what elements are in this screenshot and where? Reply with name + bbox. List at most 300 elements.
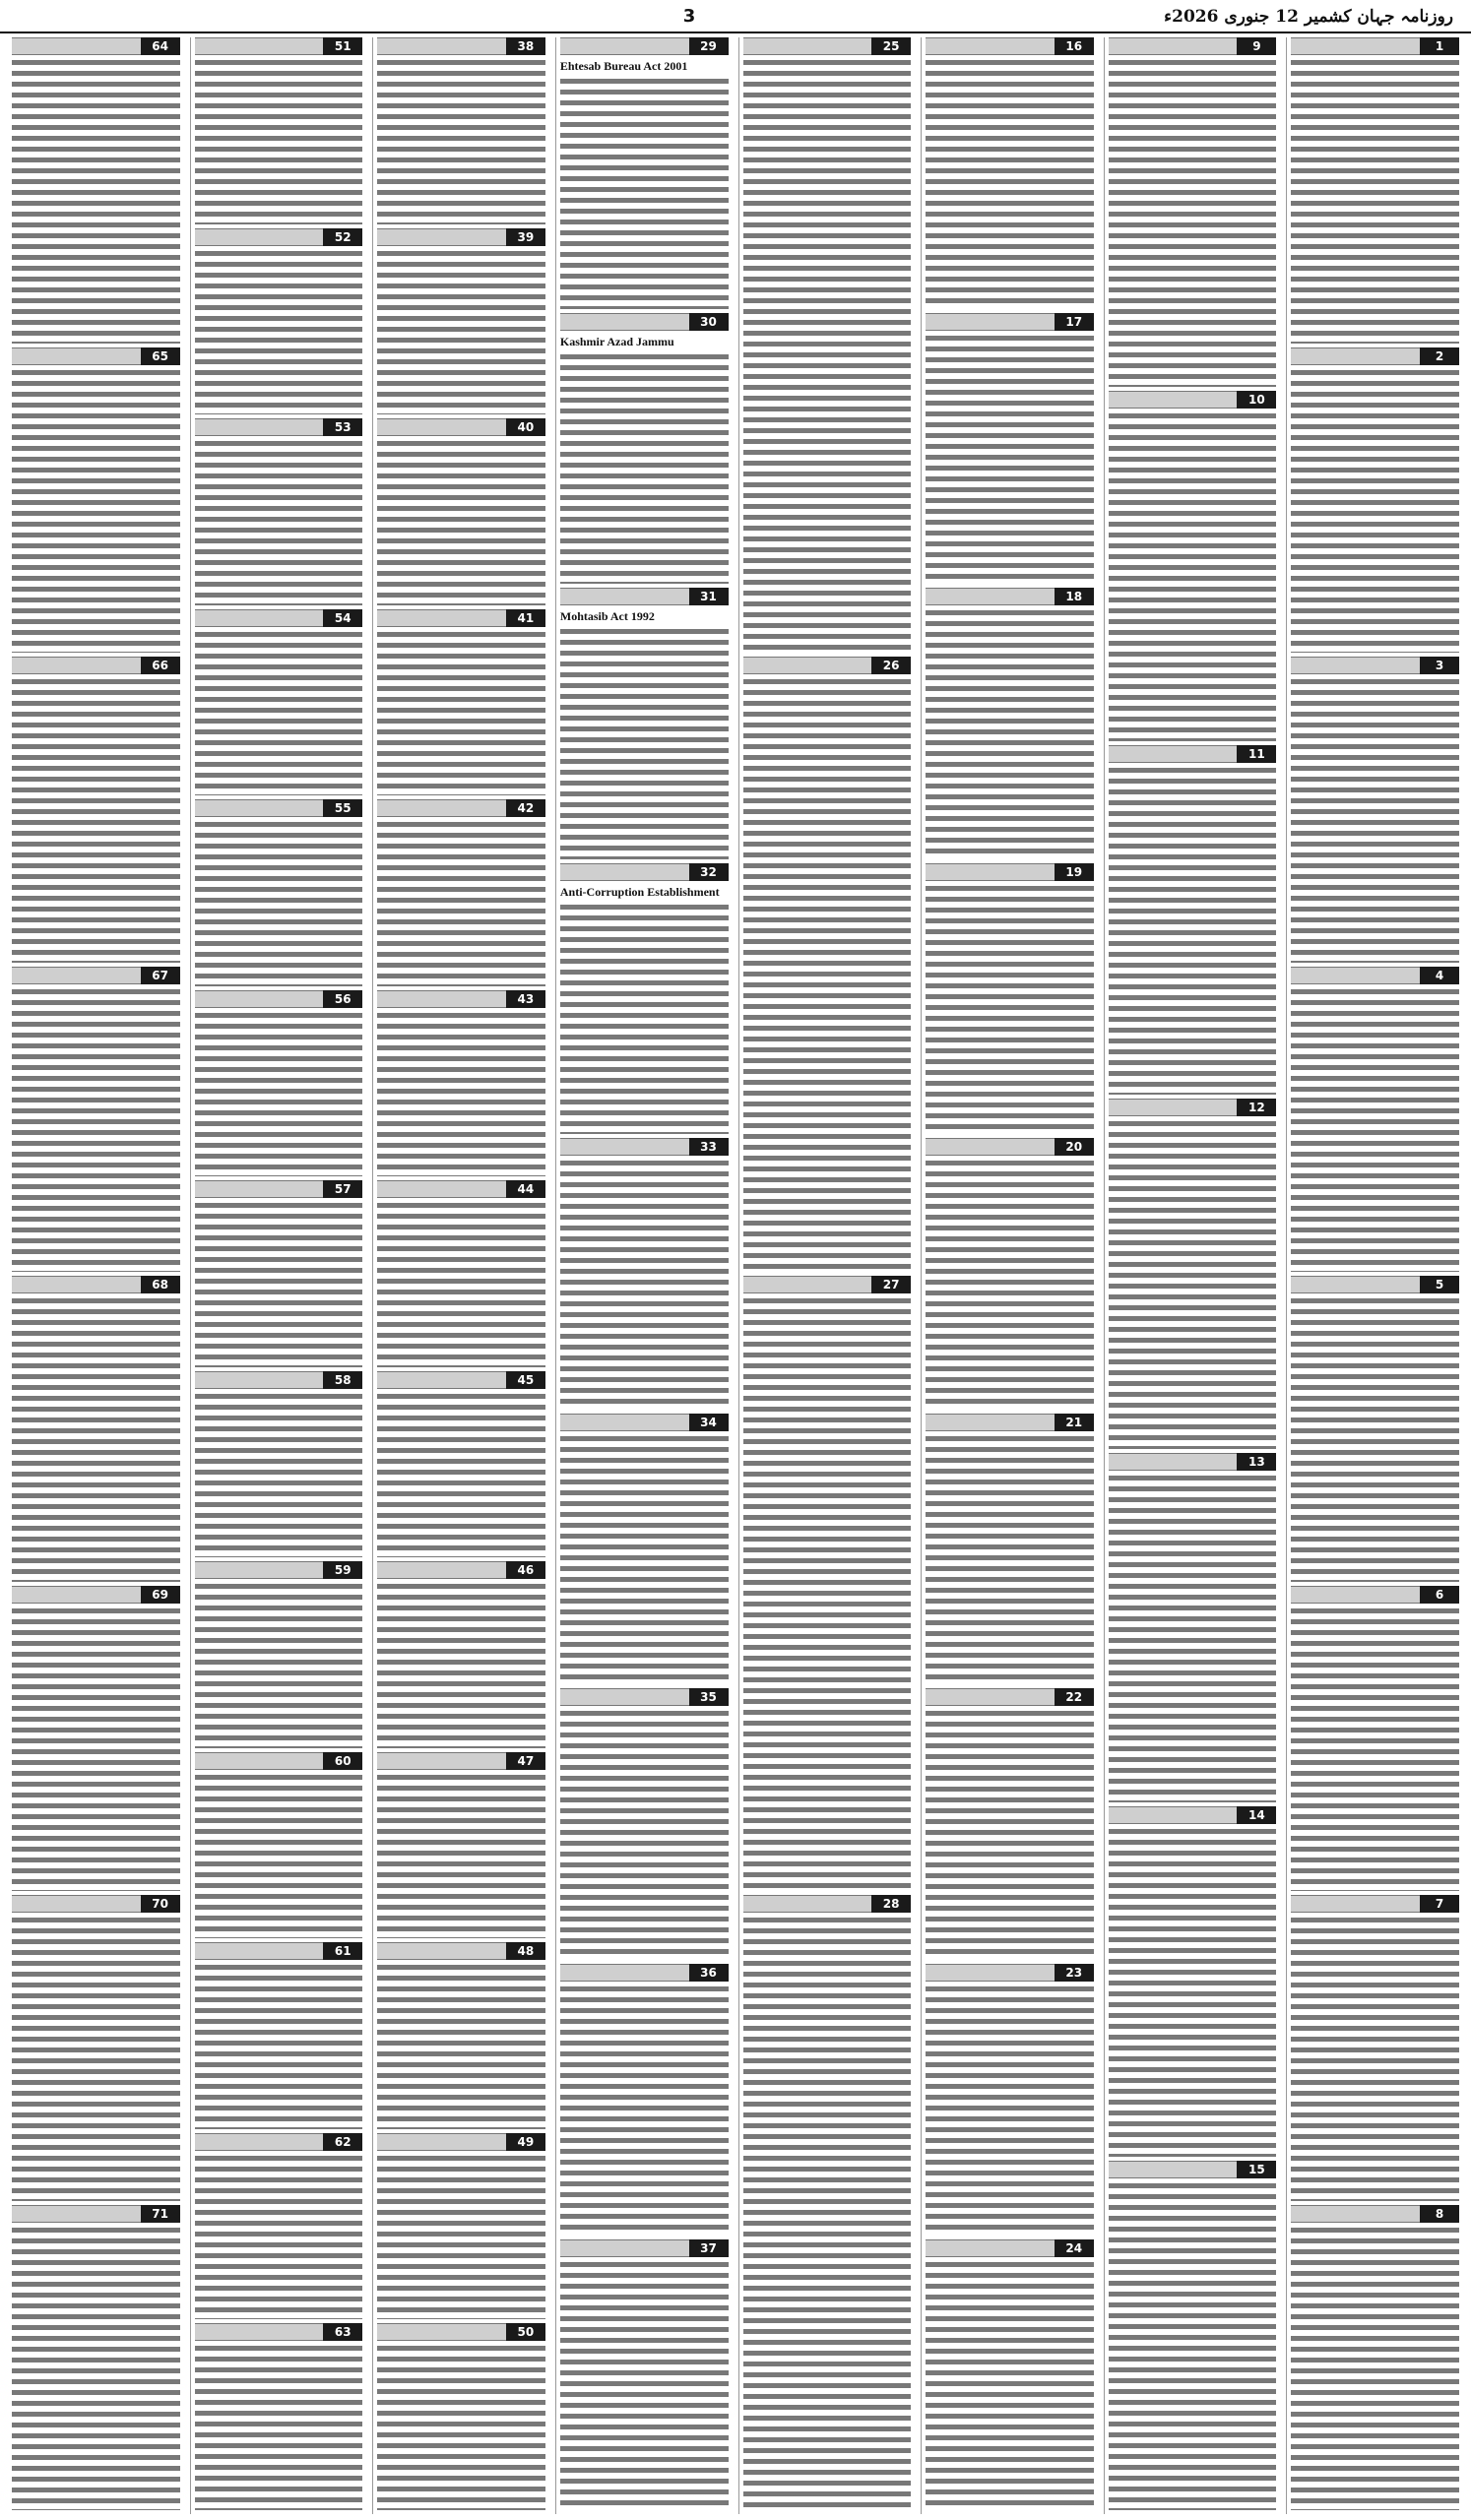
item-heading-bar (743, 37, 912, 55)
item-number-badge: 16 (1055, 37, 1094, 55)
news-item (926, 1964, 1094, 2236)
item-label-strip (1291, 657, 1420, 674)
news-item (377, 228, 545, 415)
item-label-strip (926, 1964, 1055, 1982)
item-body-text (926, 57, 1094, 309)
item-label-strip (195, 1942, 324, 1960)
item-heading-bar (195, 990, 363, 1008)
item-number-badge: 55 (323, 799, 362, 817)
item-body-text (1291, 1295, 1459, 1582)
news-item (12, 657, 180, 963)
item-number-badge: 10 (1237, 391, 1276, 409)
item-body-text (377, 438, 545, 605)
item-label-strip (743, 657, 872, 674)
item-number-badge: 27 (871, 1276, 911, 1293)
news-item (743, 1895, 912, 2510)
item-label-strip (926, 37, 1055, 55)
item-heading-bar (195, 1942, 363, 1960)
news-item (12, 37, 180, 344)
item-heading-bar (560, 313, 729, 331)
item-body-text (195, 1200, 363, 1367)
item-heading-bar (377, 2323, 545, 2341)
item-label-strip (1109, 1806, 1238, 1824)
item-heading-bar (195, 418, 363, 436)
item-body-text (377, 1772, 545, 1939)
item-label-strip (195, 990, 324, 1008)
item-body-text (1291, 986, 1459, 1273)
item-heading-bar (926, 1688, 1094, 1706)
item-label-strip (743, 1895, 872, 1913)
news-item (12, 967, 180, 1273)
news-item (1291, 1276, 1459, 1582)
news-item (377, 2133, 545, 2320)
item-number-badge: 42 (506, 799, 545, 817)
news-item (560, 313, 729, 585)
item-heading-bar (926, 588, 1094, 605)
item-heading-bar (12, 1276, 180, 1293)
news-item (377, 1942, 545, 2129)
item-body-text (926, 2259, 1094, 2511)
item-label-strip (12, 967, 141, 984)
news-item (377, 990, 545, 1177)
item-number-badge: 58 (323, 1371, 362, 1389)
item-number-badge: 2 (1420, 347, 1459, 365)
item-number-badge: 65 (141, 347, 180, 365)
news-item (560, 588, 729, 859)
item-label-strip (560, 313, 689, 331)
news-item (195, 1371, 363, 1558)
item-heading-bar (560, 1688, 729, 1706)
item-heading-bar (560, 863, 729, 881)
item-number-badge: 35 (689, 1688, 729, 1706)
news-item (1291, 967, 1459, 1273)
item-number-badge: 9 (1237, 37, 1276, 55)
item-label-strip (1109, 2161, 1238, 2178)
item-number-badge: 34 (689, 1414, 729, 1431)
item-heading-bar (1109, 745, 1277, 763)
item-heading-bar (1291, 1586, 1459, 1604)
item-label-strip (12, 347, 141, 365)
item-label-strip (377, 228, 506, 246)
news-item (1291, 2205, 1459, 2511)
item-label-strip (12, 37, 141, 55)
item-body-text (377, 1391, 545, 1558)
item-label-strip (926, 2239, 1055, 2257)
item-body-text (12, 367, 180, 654)
news-item (195, 609, 363, 796)
page-number: 3 (682, 5, 696, 27)
news-column (1104, 37, 1281, 2514)
news-item (560, 863, 729, 1135)
item-number-badge: 1 (1420, 37, 1459, 55)
item-heading-bar (377, 799, 545, 817)
news-item (743, 37, 912, 653)
item-body-text (377, 1010, 545, 1177)
item-number-badge: 47 (506, 1752, 545, 1770)
item-heading-bar (12, 1586, 180, 1604)
item-label-strip (560, 37, 689, 55)
item-body-text (926, 607, 1094, 859)
item-heading-bar (926, 1138, 1094, 1156)
item-label-strip (195, 609, 324, 627)
item-heading-bar (377, 990, 545, 1008)
item-number-badge: 26 (871, 657, 911, 674)
item-heading-bar (377, 37, 545, 55)
item-label-strip (12, 1586, 141, 1604)
item-body-text (195, 1010, 363, 1177)
item-label-strip (743, 1276, 872, 1293)
news-item (926, 37, 1094, 309)
item-body-text (195, 819, 363, 986)
item-heading-bar (1291, 37, 1459, 55)
latin-reference: Kashmir Azad Jammu (559, 334, 674, 348)
item-body-text (560, 351, 729, 585)
item-heading-bar (743, 1276, 912, 1293)
item-body-text (560, 76, 729, 309)
item-label-strip (560, 1414, 689, 1431)
news-item (743, 1276, 912, 1891)
item-label-strip (1291, 1895, 1420, 1913)
item-number-badge: 59 (323, 1561, 362, 1579)
item-body-text (560, 902, 729, 1135)
item-body-text (195, 1772, 363, 1939)
item-label-strip (377, 2323, 506, 2341)
news-item (1291, 657, 1459, 963)
item-heading-bar (377, 609, 545, 627)
item-heading-bar (195, 609, 363, 627)
item-label-strip (743, 37, 872, 55)
item-number-badge: 25 (871, 37, 911, 55)
item-heading-bar (926, 313, 1094, 331)
item-heading-bar (377, 418, 545, 436)
news-item (377, 1561, 545, 1748)
item-number-badge: 13 (1237, 1453, 1276, 1471)
item-label-strip (926, 863, 1055, 881)
item-label-strip (926, 588, 1055, 605)
item-number-badge: 19 (1055, 863, 1094, 881)
news-item (195, 228, 363, 415)
item-number-badge: 71 (141, 2205, 180, 2223)
item-body-text (743, 1915, 912, 2510)
item-number-badge: 5 (1420, 1276, 1459, 1293)
news-item (377, 37, 545, 224)
item-heading-bar (926, 1964, 1094, 1982)
item-number-badge: 56 (323, 990, 362, 1008)
item-body-text (195, 1581, 363, 1748)
item-number-badge: 45 (506, 1371, 545, 1389)
news-item (377, 418, 545, 605)
item-heading-bar (12, 2205, 180, 2223)
item-label-strip (195, 799, 324, 817)
item-body-text (560, 1433, 729, 1685)
item-body-text (743, 1295, 912, 1891)
item-number-badge: 48 (506, 1942, 545, 1960)
item-number-badge: 28 (871, 1895, 911, 1913)
item-number-badge: 8 (1420, 2205, 1459, 2223)
news-item (926, 1414, 1094, 1685)
item-number-badge: 22 (1055, 1688, 1094, 1706)
news-item (1291, 1895, 1459, 2201)
item-label-strip (195, 1371, 324, 1389)
item-body-text (377, 819, 545, 986)
item-body-text (1291, 1606, 1459, 1892)
news-item (377, 2323, 545, 2510)
item-number-badge: 61 (323, 1942, 362, 1960)
item-number-badge: 7 (1420, 1895, 1459, 1913)
item-label-strip (1291, 1586, 1420, 1604)
item-body-text (12, 1606, 180, 1892)
item-number-badge: 64 (141, 37, 180, 55)
item-number-badge: 21 (1055, 1414, 1094, 1431)
item-number-badge: 29 (689, 37, 729, 55)
item-heading-bar (195, 1371, 363, 1389)
item-number-badge: 52 (323, 228, 362, 246)
item-body-text (377, 2153, 545, 2320)
item-number-badge: 39 (506, 228, 545, 246)
latin-reference: Mohtasib Act 1992 (559, 609, 655, 624)
news-item (1109, 391, 1277, 740)
item-body-text (377, 1962, 545, 2129)
item-heading-bar (1109, 391, 1277, 409)
item-label-strip (1291, 37, 1420, 55)
item-heading-bar (1291, 657, 1459, 674)
news-column (1286, 37, 1463, 2514)
item-number-badge: 3 (1420, 657, 1459, 674)
item-number-badge: 6 (1420, 1586, 1459, 1604)
item-body-text (195, 629, 363, 796)
item-heading-bar (377, 1561, 545, 1579)
news-item (12, 347, 180, 654)
item-heading-bar (12, 967, 180, 984)
item-body-text (377, 248, 545, 415)
item-label-strip (195, 2133, 324, 2151)
item-number-badge: 63 (323, 2323, 362, 2341)
item-heading-bar (560, 588, 729, 605)
item-label-strip (195, 37, 324, 55)
item-body-text (560, 1158, 729, 1410)
item-body-text (12, 1915, 180, 2201)
item-body-text (1291, 2225, 1459, 2511)
item-heading-bar (195, 1180, 363, 1198)
item-number-badge: 36 (689, 1964, 729, 1982)
item-body-text (1109, 410, 1277, 740)
item-label-strip (377, 1942, 506, 1960)
item-body-text (1109, 1826, 1277, 2156)
item-label-strip (1291, 967, 1420, 984)
item-body-text (560, 2259, 729, 2511)
item-label-strip (926, 1688, 1055, 1706)
item-heading-bar (12, 347, 180, 365)
item-number-badge: 12 (1237, 1099, 1276, 1116)
news-column (738, 37, 916, 2514)
item-heading-bar (560, 1138, 729, 1156)
item-body-text (377, 1200, 545, 1367)
news-item (377, 609, 545, 796)
item-label-strip (377, 799, 506, 817)
item-heading-bar (377, 1942, 545, 1960)
item-number-badge: 23 (1055, 1964, 1094, 1982)
news-item (377, 1371, 545, 1558)
latin-reference: Anti-Corruption Establishment (559, 884, 720, 899)
item-label-strip (377, 1752, 506, 1770)
item-body-text (195, 2153, 363, 2320)
item-body-text (377, 57, 545, 224)
item-label-strip (377, 1561, 506, 1579)
item-label-strip (195, 1180, 324, 1198)
item-body-text (12, 57, 180, 344)
news-item (926, 1688, 1094, 1960)
item-label-strip (926, 1414, 1055, 1431)
item-heading-bar (1291, 967, 1459, 984)
news-item (195, 799, 363, 986)
item-number-badge: 17 (1055, 313, 1094, 331)
item-number-badge: 43 (506, 990, 545, 1008)
news-item (195, 2133, 363, 2320)
item-heading-bar (195, 2323, 363, 2341)
item-body-text (1109, 2180, 1277, 2510)
news-item (195, 1180, 363, 1367)
item-label-strip (377, 609, 506, 627)
news-item (195, 990, 363, 1177)
item-number-badge: 68 (141, 1276, 180, 1293)
news-item (1109, 1806, 1277, 2156)
item-body-text (1291, 367, 1459, 654)
item-body-text (926, 883, 1094, 1135)
item-body-text (560, 1708, 729, 1960)
item-body-text (560, 626, 729, 859)
item-label-strip (1109, 1099, 1238, 1116)
item-label-strip (377, 37, 506, 55)
item-number-badge: 44 (506, 1180, 545, 1198)
item-label-strip (195, 2323, 324, 2341)
news-item (926, 863, 1094, 1135)
news-item (926, 2239, 1094, 2511)
item-body-text (377, 2343, 545, 2510)
item-heading-bar (12, 1895, 180, 1913)
item-number-badge: 31 (689, 588, 729, 605)
item-label-strip (560, 863, 689, 881)
item-heading-bar (377, 1752, 545, 1770)
item-label-strip (560, 2239, 689, 2257)
item-label-strip (377, 418, 506, 436)
news-item (377, 1752, 545, 1939)
item-number-badge: 38 (506, 37, 545, 55)
item-label-strip (1291, 347, 1420, 365)
item-number-badge: 49 (506, 2133, 545, 2151)
item-number-badge: 33 (689, 1138, 729, 1156)
item-number-badge: 51 (323, 37, 362, 55)
news-item (195, 1752, 363, 1939)
news-item (926, 313, 1094, 585)
item-label-strip (195, 1561, 324, 1579)
item-label-strip (12, 657, 141, 674)
item-label-strip (195, 228, 324, 246)
item-heading-bar (195, 228, 363, 246)
item-body-text (1109, 57, 1277, 387)
news-item (195, 418, 363, 605)
item-label-strip (560, 588, 689, 605)
item-body-text (1291, 1915, 1459, 2201)
news-item (560, 1964, 729, 2236)
item-label-strip (1109, 745, 1238, 763)
news-item (1291, 347, 1459, 654)
item-number-badge: 4 (1420, 967, 1459, 984)
news-item (377, 799, 545, 986)
item-number-badge: 40 (506, 418, 545, 436)
item-heading-bar (926, 863, 1094, 881)
news-item (195, 37, 363, 224)
news-item (12, 1586, 180, 1892)
item-heading-bar (926, 1414, 1094, 1431)
item-number-badge: 50 (506, 2323, 545, 2341)
item-heading-bar (560, 1414, 729, 1431)
news-item (195, 2323, 363, 2510)
item-number-badge: 70 (141, 1895, 180, 1913)
item-body-text (12, 1295, 180, 1582)
news-item (377, 1180, 545, 1367)
item-number-badge: 20 (1055, 1138, 1094, 1156)
item-body-text (1291, 57, 1459, 344)
item-heading-bar (1291, 347, 1459, 365)
item-label-strip (1109, 391, 1238, 409)
news-column (8, 37, 184, 2514)
item-heading-bar (1109, 1806, 1277, 1824)
news-column (555, 37, 733, 2514)
item-heading-bar (1109, 37, 1277, 55)
item-heading-bar (377, 1371, 545, 1389)
news-item (1109, 2161, 1277, 2510)
news-item (1291, 1586, 1459, 1892)
item-label-strip (560, 1138, 689, 1156)
item-heading-bar (1291, 2205, 1459, 2223)
item-number-badge: 60 (323, 1752, 362, 1770)
item-heading-bar (377, 228, 545, 246)
item-heading-bar (195, 1752, 363, 1770)
item-number-badge: 41 (506, 609, 545, 627)
masthead-title: روزنامہ جہان کشمیر 12 جنوری 2026ء (1164, 6, 1453, 27)
item-heading-bar (743, 657, 912, 674)
item-heading-bar (1109, 1099, 1277, 1116)
item-label-strip (195, 418, 324, 436)
item-body-text (377, 629, 545, 796)
item-heading-bar (377, 2133, 545, 2151)
item-label-strip (377, 1371, 506, 1389)
news-item (743, 657, 912, 1272)
item-heading-bar (1291, 1895, 1459, 1913)
item-body-text (560, 1984, 729, 2236)
item-heading-bar (743, 1895, 912, 1913)
item-heading-bar (195, 1561, 363, 1579)
item-label-strip (377, 990, 506, 1008)
news-item (1109, 745, 1277, 1095)
item-body-text (1109, 1118, 1277, 1448)
item-number-badge: 24 (1055, 2239, 1094, 2257)
item-body-text (926, 333, 1094, 585)
item-number-badge: 67 (141, 967, 180, 984)
item-body-text (195, 57, 363, 224)
item-label-strip (195, 1752, 324, 1770)
news-column (372, 37, 549, 2514)
item-body-text (377, 1581, 545, 1748)
item-body-text (195, 1391, 363, 1558)
news-item (195, 1942, 363, 2129)
item-heading-bar (926, 37, 1094, 55)
item-number-badge: 53 (323, 418, 362, 436)
item-heading-bar (195, 2133, 363, 2151)
item-body-text (926, 1433, 1094, 1685)
item-body-text (1109, 765, 1277, 1095)
news-item (12, 1895, 180, 2201)
